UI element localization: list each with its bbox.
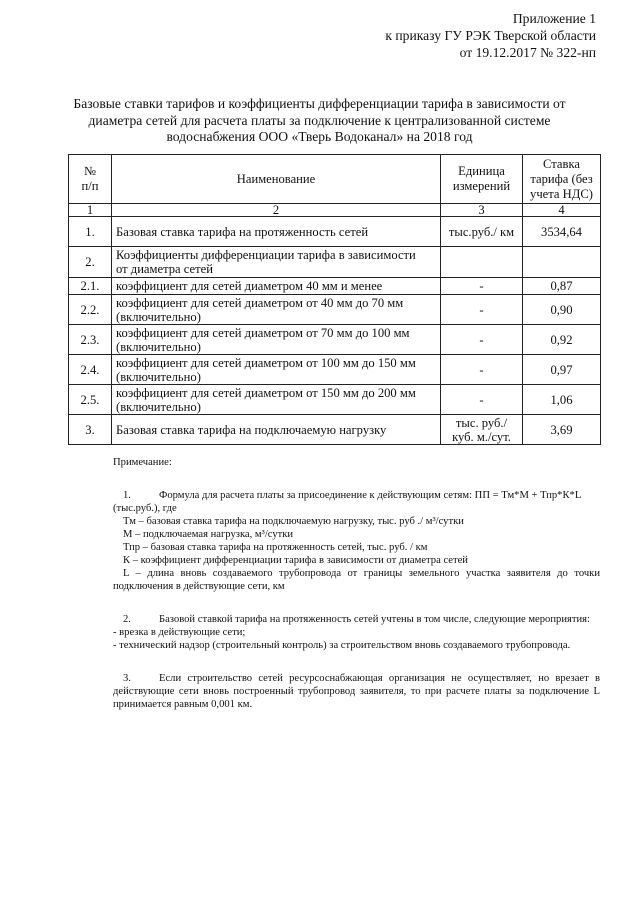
note-1-def: М – подключаемая нагрузка, м³/сутки: [123, 529, 294, 540]
note-1-def: Тм – базовая ставка тарифа на подключаемую нагрузку, тыс. руб ./ м³/сутки: [123, 516, 464, 527]
table-row: [69, 217, 601, 247]
row-value-cell: [523, 247, 601, 278]
row-value-cell: 1,06: [523, 385, 601, 415]
row-name-cell: коэффициент для сетей диаметром от 100 мм до 150 мм (включительно): [112, 355, 441, 385]
note-2-bullet: - технический надзор (строительный контроль) за строительством вновь создаваемого трубопровода.: [113, 640, 571, 651]
note-2-bullet: - врезка в действующие сети;: [113, 627, 246, 638]
row-unit-cell: -: [441, 325, 523, 355]
row-name-cell: коэффициент для сетей диаметром от 70 мм до 100 мм (включительно): [112, 325, 441, 355]
note-number: 3.: [123, 673, 131, 684]
table-header-row: [69, 155, 601, 204]
row-unit-cell: -: [441, 385, 523, 415]
row-unit-cell: -: [441, 278, 523, 295]
note-1-def: К – коэффициент дифференциации тарифа в зависимости от диаметра сетей: [123, 555, 468, 566]
table-row: [69, 355, 601, 385]
row-unit-cell: тыс. руб./ куб. м./сут.: [441, 415, 523, 445]
table-row: [69, 325, 601, 355]
note-number: 1.: [123, 490, 131, 501]
note-1-formula: 1. Формула для расчета платы за присоединение к действующим сетям: ПП = Тм*М + Тпр*К*L: [123, 490, 582, 501]
index-cell: 2: [112, 204, 441, 217]
index-cell: 4: [523, 204, 601, 217]
tariff-table: [68, 154, 601, 445]
document-title: [60, 96, 579, 146]
row-unit-cell: [441, 247, 523, 278]
row-name-cell: коэффициент для сетей диаметром 40 мм и менее: [112, 278, 441, 295]
index-cell: 3: [441, 204, 523, 217]
row-value-cell: 0,87: [523, 278, 601, 295]
row-number-cell: 2.5.: [69, 385, 112, 415]
row-value-cell: 3534,64: [523, 217, 601, 247]
row-number-cell: 3.: [69, 415, 112, 445]
table-row: [69, 415, 601, 445]
note-1-def-L: L – длина вновь создаваемого трубопровода от границы земельного участка заявителя до точки подключения в действующие сети, км: [113, 568, 600, 592]
row-number-cell: 1.: [69, 217, 112, 247]
header-rate: Ставка тарифа (без учета НДС): [523, 155, 601, 204]
row-name-cell: Коэффициенты дифференциации тарифа в зависимости от диаметра сетей: [112, 247, 441, 278]
row-value-cell: 3,69: [523, 415, 601, 445]
row-name-cell: Базовая ставка тарифа на подключаемую нагрузку: [112, 415, 441, 445]
row-value-cell: 0,92: [523, 325, 601, 355]
table-row: [69, 247, 601, 278]
row-value-cell: 0,90: [523, 295, 601, 325]
index-cell: 1: [69, 204, 112, 217]
row-unit-cell: -: [441, 295, 523, 325]
header-name: Наименование: [112, 155, 441, 204]
title-line-3: водоснабжения ООО «Тверь Водоканал» на 2018 год: [166, 129, 473, 144]
table-row: [69, 385, 601, 415]
note-number: 2.: [123, 614, 131, 625]
note-1-formula-cont: (тыс.руб.), где: [113, 503, 177, 514]
note-3: 3. Если строительство сетей ресурсоснабжающая организация не осуществляет, но врезает в действующие сети вновь построенный трубопровод заявителя, то при расчете платы за подключение L принимается равным 0,001 км.: [113, 673, 600, 710]
row-number-cell: 2.: [69, 247, 112, 278]
row-value-cell: 0,97: [523, 355, 601, 385]
title-line-1: Базовые ставки тарифов и коэффициенты дифференциации тарифа в зависимости от: [73, 96, 566, 111]
note-1-def: Тпр – базовая ставка тарифа на протяженность сетей, тыс. руб. / км: [123, 542, 428, 553]
column-index-row: [69, 204, 601, 217]
table-row: [69, 295, 601, 325]
row-unit-cell: -: [441, 355, 523, 385]
row-name-cell: коэффициент для сетей диаметром от 40 мм до 70 мм (включительно): [112, 295, 441, 325]
header-num: № п/п: [69, 155, 112, 204]
order-reference: к приказу ГУ РЭК Тверской области: [385, 28, 596, 43]
document-header: [385, 10, 596, 61]
row-name-cell: коэффициент для сетей диаметром от 150 мм до 200 мм (включительно): [112, 385, 441, 415]
notes-heading: Примечание:: [113, 457, 172, 468]
row-name-cell: Базовая ставка тарифа на протяженность сетей: [112, 217, 441, 247]
row-number-cell: 2.3.: [69, 325, 112, 355]
order-date-number: от 19.12.2017 № 322-нп: [459, 45, 596, 60]
note-2: 2. Базовой ставкой тарифа на протяженность сетей учтены в том числе, следующие мероприятия:: [123, 614, 590, 625]
row-unit-cell: тыс.руб./ км: [441, 217, 523, 247]
row-number-cell: 2.4.: [69, 355, 112, 385]
header-unit: Единица измерений: [441, 155, 523, 204]
row-number-cell: 2.1.: [69, 278, 112, 295]
notes-section: [113, 456, 600, 711]
row-number-cell: 2.2.: [69, 295, 112, 325]
title-line-2: диаметра сетей для расчета платы за подключение к централизованной системе: [88, 112, 551, 128]
appendix-label: Приложение 1: [512, 11, 596, 26]
table-row: [69, 278, 601, 295]
